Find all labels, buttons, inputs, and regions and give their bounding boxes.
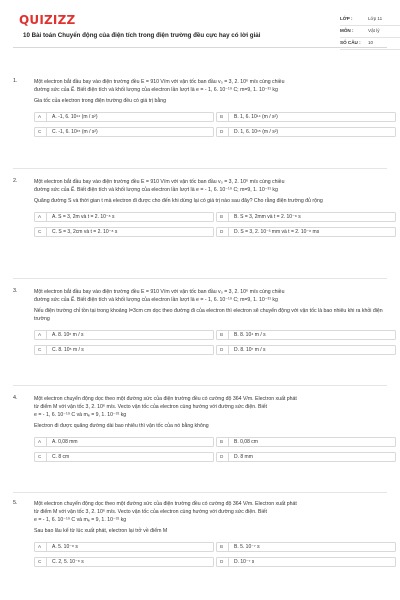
meta-label: LỚP : <box>340 16 353 22</box>
quizizz-logo: QUIZIZZ <box>19 13 76 27</box>
question-text-line: e = - 1, 6. 10⁻¹⁹ C và mₑ = 9, 1. 10⁻³¹ kg <box>34 517 127 523</box>
meta-label: SỐ CÂU : <box>340 40 361 46</box>
meta-label: MÔN : <box>340 28 354 34</box>
option-letter: D <box>220 558 229 566</box>
option-letter: A <box>38 113 47 121</box>
option-letter: C <box>38 346 47 354</box>
option-text: D. S = 3, 2. 10⁻³ mm và t = 2. 10⁻⁸ ms <box>234 228 320 235</box>
option-letter: A <box>38 331 47 339</box>
question-text-line: Một electron bắt đầu bay vào điện trường đều E = 910 V/m với vận tốc ban đầu v₀ = 3, 2. 10⁶ m/s cùng chiều <box>34 79 285 85</box>
question-prompt: Electron đi được quãng đường dài bao nhiêu thì vận tốc của nó bằng không <box>34 423 209 429</box>
option-text: D. 1, 6. 10¹⁵ (m / s²) <box>234 128 279 135</box>
option-text: D. 10⁻⁷ s <box>234 558 255 565</box>
option-letter: D <box>220 346 229 354</box>
option-letter: D <box>220 128 229 136</box>
question-prompt: Gia tốc của electron trong điện trường đều có giá trị bằng <box>34 98 167 104</box>
option-letter: B <box>220 113 229 121</box>
question-prompt: Nếu điện trường chỉ tồn tại trong khoảng l=3cm cm dọc theo đường đi của electron thì electron sẽ chuyển động với vận tốc là bao nhiêu khi ra khỏi điện trường <box>34 308 383 322</box>
question-divider <box>13 385 387 386</box>
option-letter: C <box>38 228 47 236</box>
option-text: A. 8. 10⁶ m / s <box>52 331 84 338</box>
question-2 <box>13 178 387 237</box>
answer-option-a[interactable] <box>34 437 214 447</box>
answer-option-a[interactable] <box>34 542 214 552</box>
option-text: C. 8. 10⁵ m / s <box>52 346 84 353</box>
worksheet-title: 10 Bài toán Chuyển động của điện tích trong điện trường đều cực hay có lời giải <box>23 32 261 39</box>
option-text: A. 5. 10⁻⁸ s <box>52 543 78 550</box>
option-text: B. 1, 6. 10¹⁴ (m / s²) <box>234 113 278 120</box>
answer-option-d[interactable] <box>216 227 396 237</box>
option-text: A. S = 3, 2m và t = 2. 10⁻⁸ s <box>52 213 115 220</box>
option-letter: A <box>38 438 47 446</box>
option-letter: B <box>220 438 229 446</box>
answer-option-b[interactable] <box>216 330 396 340</box>
question-divider <box>13 492 387 493</box>
option-text: B. 5. 10⁻⁷ s <box>234 543 260 550</box>
answer-option-a[interactable] <box>34 212 214 222</box>
option-letter: C <box>38 128 47 136</box>
answer-option-c[interactable] <box>34 557 214 567</box>
meta-value: Lớp 11 <box>368 16 383 22</box>
answer-option-c[interactable] <box>34 345 214 355</box>
question-text-line: Một electron chuyển động dọc theo một đường sức của điện trường đều có cường độ 364 V/m. Electron xuất phát <box>34 501 297 507</box>
option-text: C. 2, 5. 10⁻⁸ s <box>52 558 84 565</box>
question-4 <box>13 395 387 462</box>
answer-option-a[interactable] <box>34 112 214 122</box>
option-text: C. 8 cm <box>52 453 70 460</box>
question-text-line: đường sức của E⃗. Biết điện tích và khối lượng của electron lần lượt là e = - 1, 6. 10⁻¹⁹ C; m=9, 1. 10⁻³¹ kg <box>34 187 278 193</box>
answer-option-b[interactable] <box>216 437 396 447</box>
question-text-line: đường sức của E⃗. Biết điện tích và khối lượng của electron lần lượt là e = - 1, 6. 10⁻¹⁹ C; m=9, 1. 10⁻³¹ kg <box>34 87 278 93</box>
option-letter: C <box>38 453 47 461</box>
meta-value: 10 <box>368 40 374 46</box>
answer-options <box>34 542 387 567</box>
question-text-line: Một electron chuyển động dọc theo một đường sức của điện trường đều có cường độ 364 V/m. Electron xuất phát <box>34 396 297 402</box>
meta-row-subject <box>340 26 400 38</box>
option-text: D. 8 mm <box>234 453 253 460</box>
question-prompt: Sau bao lâu kể từ lúc xuất phát, electron lại trở về điểm M <box>34 528 168 534</box>
meta-row-count <box>340 38 400 50</box>
option-letter: D <box>220 228 229 236</box>
question-text-line: Một electron bắt đầu bay vào điện trường đều E = 910 V/m với vận tốc ban đầu v₀ = 3, 2. 10⁶ m/s cùng chiều <box>34 179 285 185</box>
meta-table <box>340 14 400 50</box>
answer-option-d[interactable] <box>216 557 396 567</box>
question-text-line: Một electron bắt đầu bay vào điện trường đều E = 910 V/m với vận tốc ban đầu v₀ = 3, 2. 10⁶ m/s cùng chiều <box>34 289 285 295</box>
answer-options <box>34 212 387 237</box>
option-text: D. 8. 10⁷ m / s <box>234 346 266 353</box>
option-text: A. -1, 6. 10¹⁴ (m / s²) <box>52 113 98 120</box>
option-letter: B <box>220 213 229 221</box>
option-text: B. 8. 10⁴ m / s <box>234 331 266 338</box>
answer-options <box>34 437 387 462</box>
answer-option-c[interactable] <box>34 227 214 237</box>
question-number: 2. <box>13 178 18 184</box>
question-3 <box>13 288 387 355</box>
meta-value: Vật lý <box>368 28 380 34</box>
question-divider <box>13 168 387 169</box>
option-text: B. S = 3, 2mm và t = 2. 10⁻⁸ s <box>234 213 301 220</box>
answer-options <box>34 112 387 137</box>
answer-option-b[interactable] <box>216 542 396 552</box>
question-text-line: từ điểm M với vận tốc 3, 2. 10⁶ m/s. Vecto vận tốc của electron cùng hướng với đường sức điện. Biết <box>34 404 267 410</box>
question-number: 1. <box>13 78 18 84</box>
question-text-line: từ điểm M với vận tốc 3, 2. 10⁶ m/s. Vecto vận tốc của electron cùng hướng với đường sức điện. Biết <box>34 509 267 515</box>
answer-option-d[interactable] <box>216 127 396 137</box>
answer-option-c[interactable] <box>34 452 214 462</box>
option-letter: B <box>220 543 229 551</box>
question-text-line: đường sức của E⃗. Biết điện tích và khối lượng của electron lần lượt là e = - 1, 6. 10⁻¹⁹ C; m=9, 1. 10⁻³¹ kg <box>34 297 278 303</box>
option-text: C. S = 3, 2cm và t = 2. 10⁻⁸ s <box>52 228 118 235</box>
answer-option-d[interactable] <box>216 345 396 355</box>
option-letter: D <box>220 453 229 461</box>
option-text: C. -1, 6. 10¹⁵ (m / s²) <box>52 128 98 135</box>
answer-options <box>34 330 387 355</box>
answer-option-d[interactable] <box>216 452 396 462</box>
worksheet-header <box>13 0 387 48</box>
question-number: 5. <box>13 500 18 506</box>
question-number: 4. <box>13 395 18 401</box>
answer-option-c[interactable] <box>34 127 214 137</box>
question-number: 3. <box>13 288 18 294</box>
answer-option-b[interactable] <box>216 212 396 222</box>
option-text: A. 0,08 mm <box>52 438 78 445</box>
question-prompt: Quãng đường S và thời gian t mà electron đi được cho đến khi dừng lại có giá trị nào sau đây? Cho rằng điện trường đủ rộng <box>34 198 323 204</box>
question-divider <box>13 278 387 279</box>
option-letter: B <box>220 331 229 339</box>
answer-option-b[interactable] <box>216 112 396 122</box>
meta-row-class <box>340 14 400 26</box>
option-letter: A <box>38 543 47 551</box>
question-5 <box>13 500 387 567</box>
option-letter: C <box>38 558 47 566</box>
option-text: B. 0,08 cm <box>234 438 258 445</box>
option-letter: A <box>38 213 47 221</box>
question-text-line: e = - 1, 6. 10⁻¹⁹ C và mₑ = 9, 1. 10⁻³¹ kg <box>34 412 127 418</box>
question-1 <box>13 78 387 137</box>
answer-option-a[interactable] <box>34 330 214 340</box>
